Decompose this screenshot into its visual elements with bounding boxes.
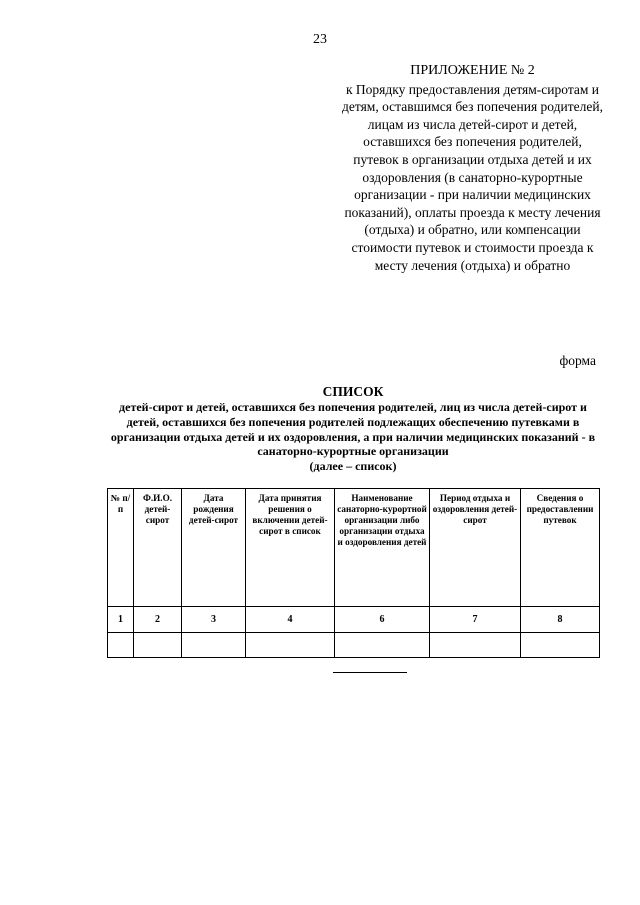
header-cell: Дата принятия решения о включении детей-сирот в список bbox=[246, 489, 335, 607]
appendix-text: к Порядку предоставления детям-сиротам и детям, оставшимся без попечения родителей, лицам из числа детей-сирот и детей, оставшихся без попечения родителей, путевок в организации отдыха детей и их оздоровления (в санаторно-курортные организации - при наличии медицинских показаний), оплаты проезда к месту лечения (отдыха) и обратно, или компенсации стоимости путевок и стоимости проезда к месту лечения (отдыха) и обратно bbox=[342, 81, 603, 273]
heading-text: детей-сирот и детей, оставшихся без попечения родителей, лиц из числа детей-сирот и детей, оставшихся без попечения родителей подлежащих обеспечению путевками в организации отдыха детей и их оздоровления, а при наличии медицинских показаний - в санаторно-курортные организации bbox=[110, 400, 596, 459]
column-number-cell: 7 bbox=[430, 607, 521, 633]
header-cell: Сведения о предоставлении путевок bbox=[521, 489, 600, 607]
form-label: форма bbox=[559, 353, 596, 368]
column-number-cell: 3 bbox=[182, 607, 246, 633]
document-heading bbox=[110, 384, 596, 474]
appendix-title: ПРИЛОЖЕНИЕ № 2 bbox=[410, 63, 535, 78]
empty-cell bbox=[246, 633, 335, 658]
heading-note: (далее – список) bbox=[309, 459, 397, 474]
closing-rule bbox=[333, 672, 407, 673]
empty-cell bbox=[108, 633, 134, 658]
page-number: 23 bbox=[313, 32, 327, 47]
empty-cell bbox=[521, 633, 600, 658]
column-number-row bbox=[108, 607, 600, 633]
table-header-row bbox=[108, 489, 600, 607]
column-number-cell: 6 bbox=[335, 607, 430, 633]
list-table bbox=[107, 488, 600, 658]
column-number-cell: 2 bbox=[134, 607, 182, 633]
empty-cell bbox=[335, 633, 430, 658]
empty-cell bbox=[182, 633, 246, 658]
heading-title: СПИСОК bbox=[322, 384, 384, 399]
column-number-cell: 8 bbox=[521, 607, 600, 633]
appendix-block bbox=[340, 62, 605, 274]
header-cell: Период отдыха и оздоровления детей-сирот bbox=[430, 489, 521, 607]
empty-cell bbox=[134, 633, 182, 658]
header-cell: Наименование санаторно-курортной организации либо организации отдыха и оздоровления детей bbox=[335, 489, 430, 607]
column-number-cell: 4 bbox=[246, 607, 335, 633]
empty-table-row bbox=[108, 633, 600, 658]
header-cell: Дата рождения детей-сирот bbox=[182, 489, 246, 607]
header-cell: Ф.И.О. детей-сирот bbox=[134, 489, 182, 607]
empty-cell bbox=[430, 633, 521, 658]
header-cell: № п/п bbox=[108, 489, 134, 607]
column-number-cell: 1 bbox=[108, 607, 134, 633]
